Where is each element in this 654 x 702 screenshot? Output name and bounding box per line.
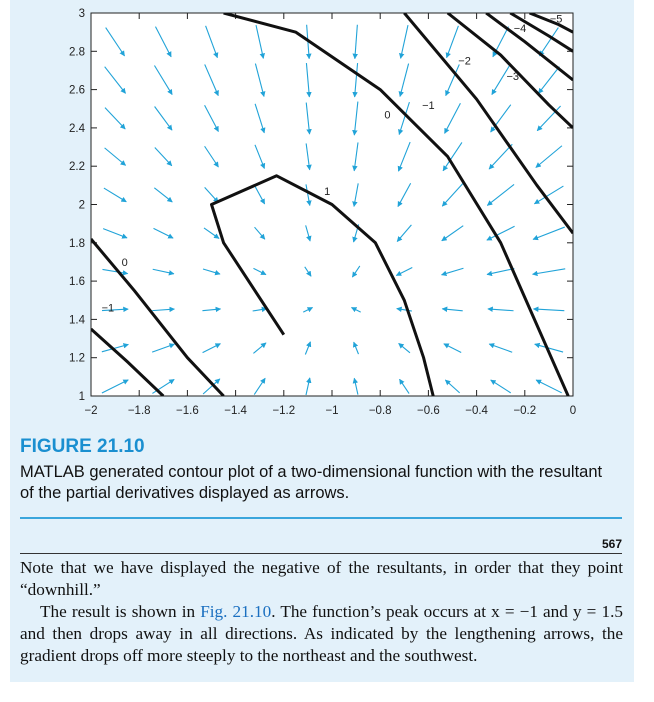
x-axis-tick-labels (84, 405, 576, 417)
y-tick-label: 1.4 (69, 314, 85, 327)
x-tick-label: −1.4 (224, 405, 247, 417)
x-tick-label: −0.4 (465, 405, 488, 417)
y-axis-tick-labels (69, 8, 86, 403)
contour-label: 0 (121, 256, 128, 269)
caption-divider (20, 517, 622, 519)
x-tick-label: −1.2 (272, 405, 296, 417)
y-tick-label: 2.2 (69, 161, 85, 174)
x-tick-label: −0.2 (513, 405, 537, 417)
x-tick-label: −0.6 (417, 405, 440, 417)
contour-label: −2 (458, 55, 471, 68)
x-tick-label: −1.6 (176, 405, 199, 417)
body-text (20, 557, 623, 667)
contour-label: −4 (513, 23, 527, 36)
figure-label: FIGURE 21.10 (20, 436, 145, 457)
x-tick-label: −1 (325, 405, 339, 417)
paragraph-2-rest: . The function’s peak occurs at x = −1 and y = 1.5 and then drops away in all directions. As indicated by the lengthening arrows, the gradient drops off more steeply to the northeast and the southwest. (20, 602, 623, 665)
y-tick-label: 1.8 (69, 237, 85, 250)
contour-label: 0 (384, 109, 391, 122)
paragraph-2-start: The result is shown in (40, 602, 201, 621)
y-tick-label: 2 (78, 199, 85, 212)
paragraph-1: Note that we have displayed the negative of the resultants, in order that they point “downhill.” (20, 558, 623, 599)
page-number: 567 (601, 537, 622, 551)
x-tick-label: 0 (569, 405, 577, 417)
page-header-rule (20, 553, 622, 554)
x-tick-label: −0.8 (368, 405, 392, 417)
contour-label: −3 (506, 71, 520, 84)
contour-label: −1 (101, 302, 115, 315)
y-tick-label: 3 (78, 8, 85, 20)
contour-label: −5 (549, 13, 563, 26)
y-tick-label: 1.2 (69, 352, 85, 365)
figure-reference-link[interactable]: Fig. 21.10 (200, 602, 272, 621)
figure-caption: MATLAB generated contour plot of a two-dimensional function with the resultant of the partial derivatives displayed as arrows. (20, 463, 603, 502)
x-tick-label: −2 (84, 405, 98, 417)
y-tick-label: 1.6 (69, 276, 85, 289)
y-tick-label: 2.6 (69, 84, 85, 97)
y-tick-label: 2.4 (69, 122, 85, 135)
paragraph-2 (20, 601, 623, 667)
contour-label: −1 (422, 99, 435, 112)
x-tick-label: −1.8 (127, 405, 151, 417)
contour-label: 1 (324, 185, 331, 198)
y-tick-label: 1 (78, 391, 85, 403)
y-tick-label: 2.8 (69, 46, 85, 59)
